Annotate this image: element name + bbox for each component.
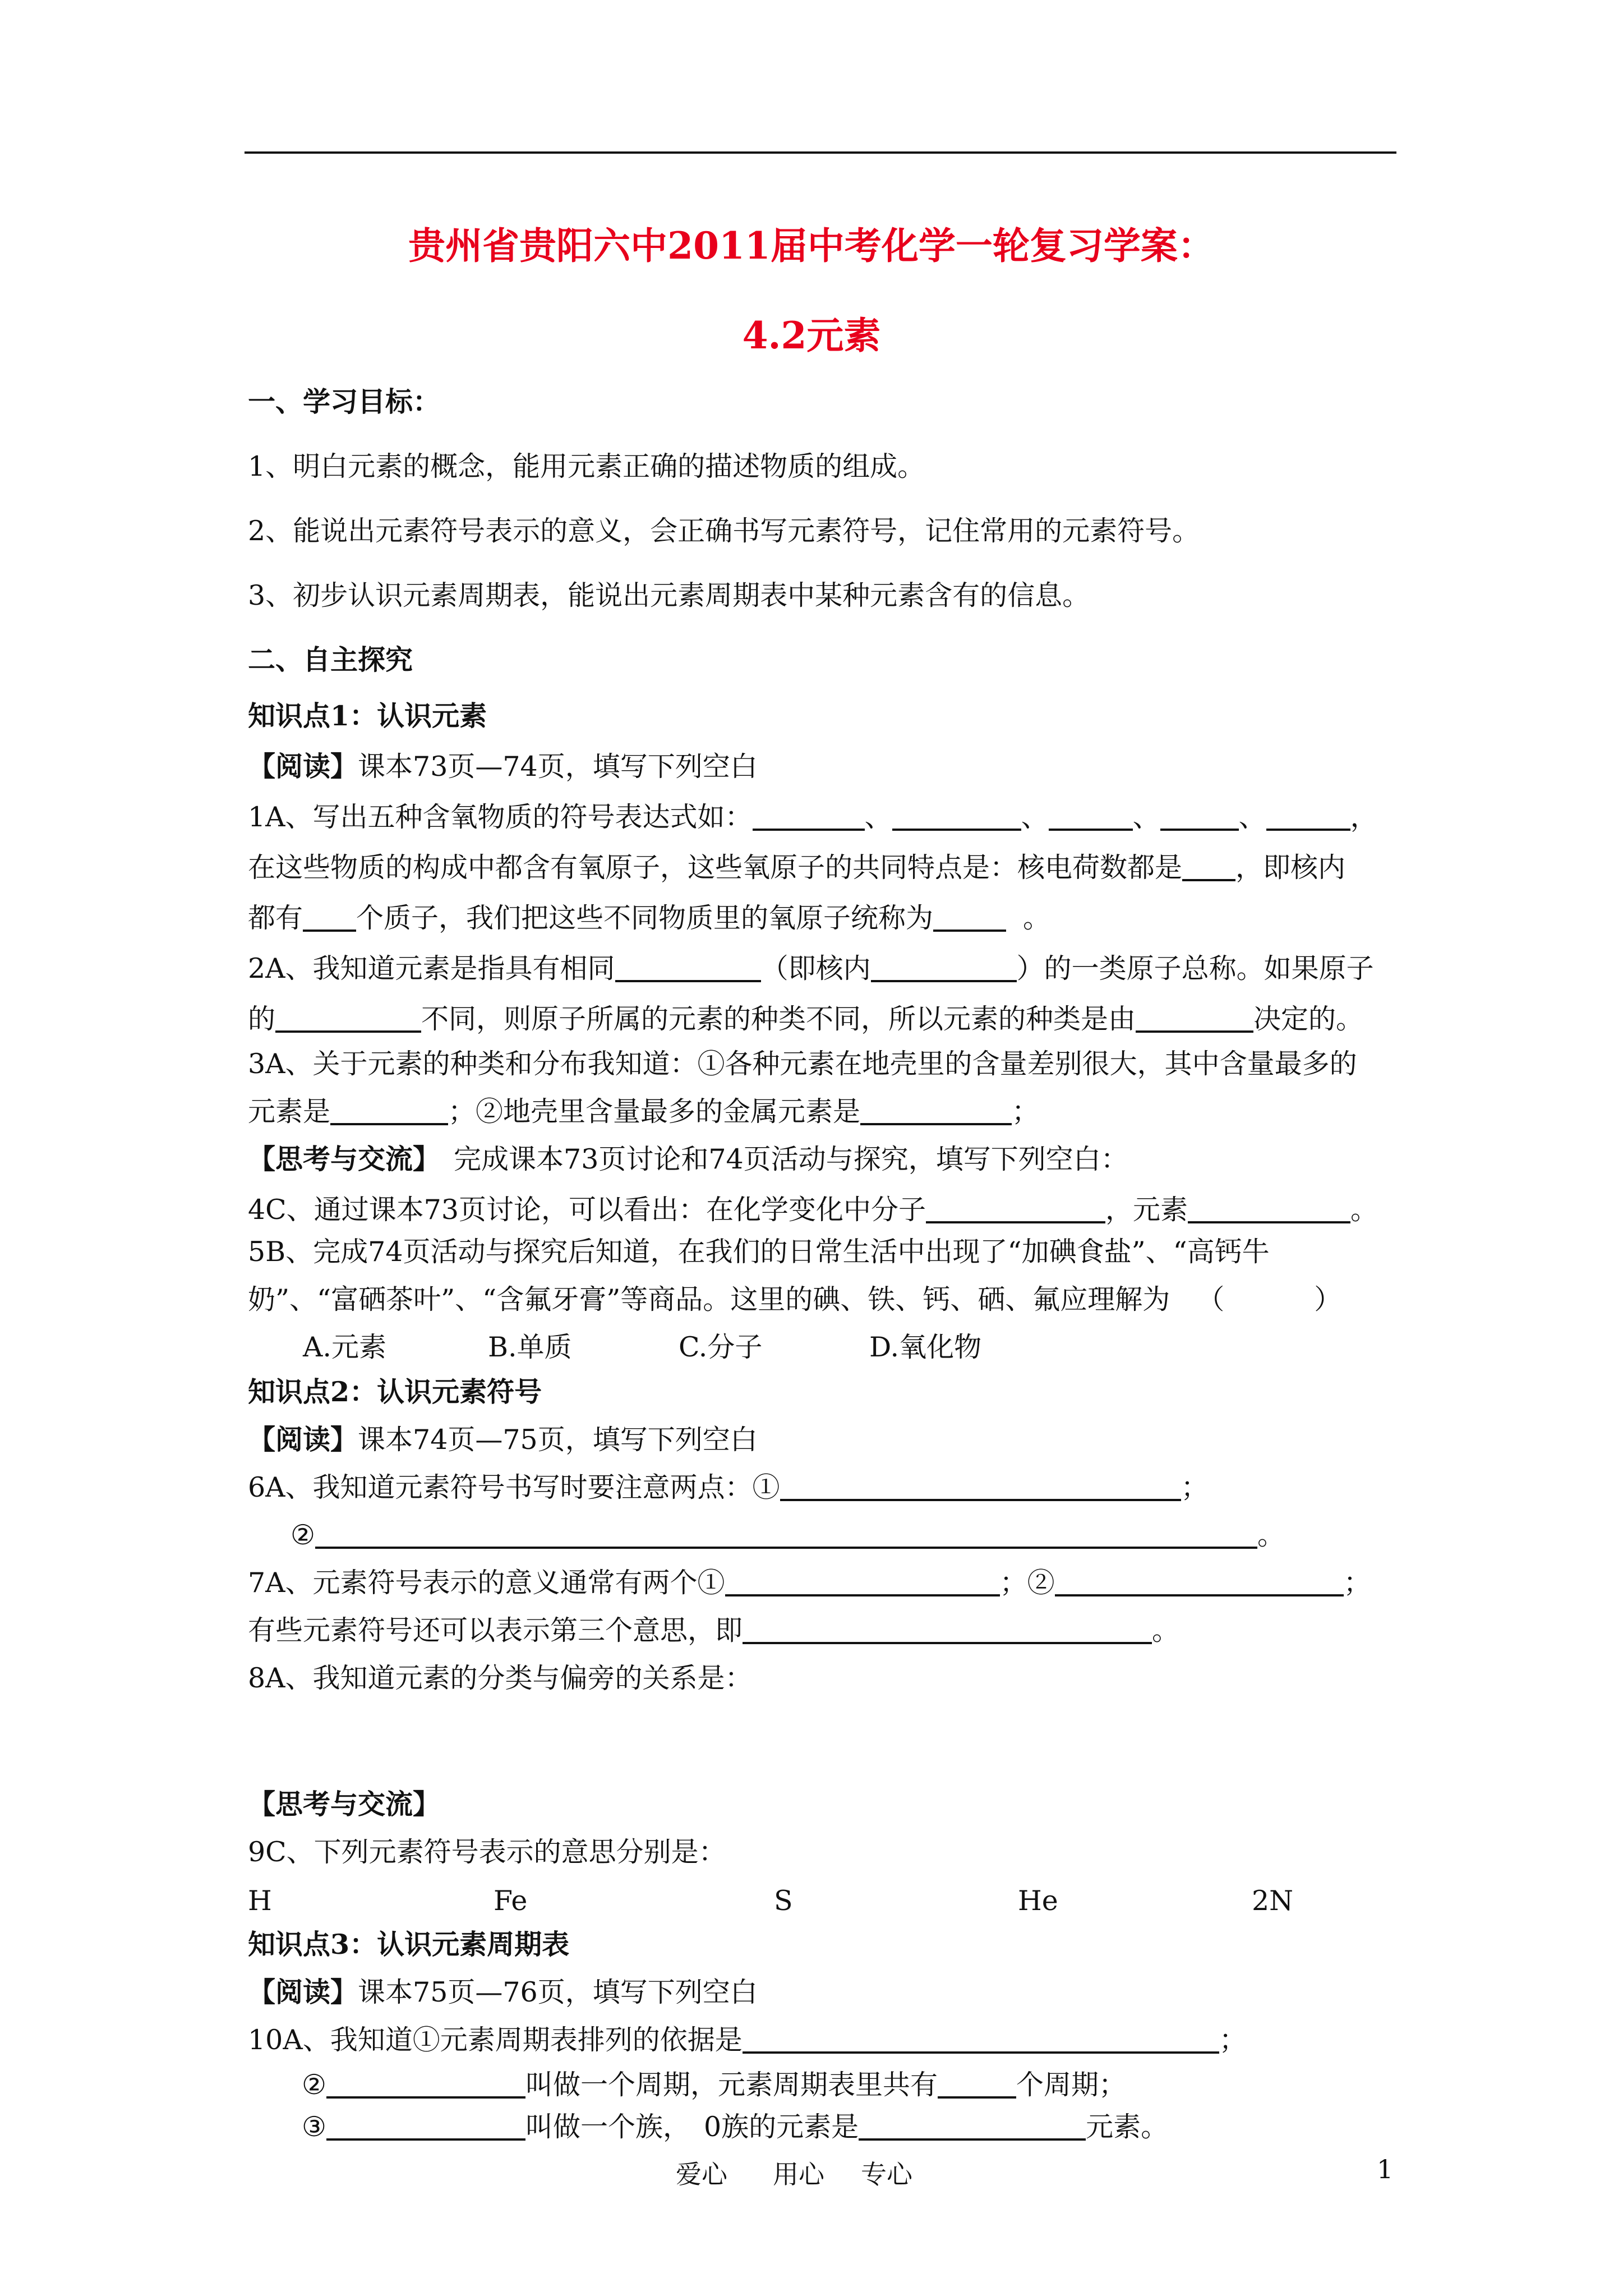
question-3a: 3A、关于元素的种类和分布我知道：①各种元素在地壳里的含量差别很大，其中含量最多的 (248, 1048, 1357, 1080)
answer-blank[interactable] (871, 954, 1017, 982)
answer-blank[interactable] (926, 1195, 1105, 1223)
q10c-text-3: 元素。 (1086, 2111, 1169, 2143)
separator: 、 (864, 801, 892, 833)
knowledge-point-2: 知识点2：认识元素符号 (248, 1375, 542, 1408)
separator: 、 (1021, 801, 1049, 833)
period: 。 (1152, 1614, 1180, 1646)
footer-slogan-2: 用心 (773, 2159, 824, 2189)
element-symbol-he: He (1018, 1885, 1058, 1917)
answer-blank[interactable] (938, 2070, 1016, 2099)
answer-blank[interactable] (753, 803, 865, 831)
q10c-text: 叫做一个族， (525, 2111, 690, 2143)
doc-title: 贵州省贵阳六中2011届中考化学一轮复习学案： (408, 224, 1215, 268)
question-1b (248, 853, 1345, 883)
element-symbol-s: S (774, 1885, 793, 1917)
answer-blank[interactable] (615, 954, 761, 982)
section-heading-goals: 一、学习目标： (248, 385, 441, 418)
think-discuss-1 (248, 1144, 1128, 1175)
element-symbol-2n: 2N (1252, 1885, 1294, 1917)
answer-blank[interactable] (1055, 1568, 1344, 1596)
q3b-text-2: ；②地壳里含量最多的金属元素是 (448, 1096, 861, 1128)
q2b-text: 的 (248, 1003, 276, 1035)
answer-blank[interactable] (315, 1521, 1257, 1549)
option-b[interactable]: B.单质 (488, 1331, 572, 1363)
q2b-text-3: 决定的。 (1253, 1003, 1364, 1035)
question-8: 8A、我知道元素的分类与偏旁的关系是： (248, 1662, 753, 1694)
option-d[interactable]: D.氧化物 (869, 1331, 982, 1363)
question-10b (302, 2070, 1126, 2100)
q3b-text-3: ； (1012, 1096, 1040, 1128)
question-5-options (303, 1332, 981, 1363)
read-tag: 【阅读】 (248, 1976, 358, 2008)
question-5a: 5B、完成74页活动与探究后知道，在我们的日常生活中出现了“加碘食盐”、“高钙牛 (248, 1236, 1270, 1268)
answer-blank[interactable] (860, 1097, 1012, 1125)
period: 。 (1023, 902, 1051, 934)
q4-text-2: ，元素 (1105, 1194, 1188, 1226)
q1b-text: 在这些物质的构成中都含有氧原子，这些氧原子的共同特点是：核电荷数都是 (248, 852, 1183, 884)
answer-paren-open: （ (1197, 1283, 1225, 1315)
footer-slogan-1: 爱心 (676, 2159, 727, 2189)
comma: ， (1350, 801, 1378, 833)
q10c-text-2: 0族的元素是 (703, 2111, 859, 2143)
answer-blank[interactable] (275, 1005, 421, 1033)
question-2a (248, 954, 1374, 984)
question-3b (248, 1097, 1039, 1127)
answer-blank[interactable] (1049, 803, 1133, 831)
q1c-text: 都有 (248, 902, 303, 934)
question-9: 9C、下列元素符号表示的意思分别是： (248, 1836, 726, 1868)
answer-blank[interactable] (1136, 1005, 1253, 1033)
q1-text: 1A、写出五种含氧物质的符号表达式如： (248, 801, 753, 833)
answer-blank[interactable] (326, 2113, 525, 2141)
question-4 (248, 1195, 1378, 1225)
read-instruction-3 (248, 1977, 758, 2008)
read-instruction-1 (248, 752, 758, 782)
separator: 、 (1132, 801, 1160, 833)
question-6a (248, 1473, 1209, 1503)
answer-blank[interactable] (1266, 803, 1350, 831)
answer-blank[interactable] (725, 1568, 1000, 1596)
semicolon: ； (1181, 1471, 1209, 1503)
think-tag: 【思考与交流】 (248, 1143, 441, 1175)
goal-2: 2、能说出元素符号表示的意义，会正确书写元素符号，记住常用的元素符号。 (248, 515, 1200, 547)
think-discuss-2: 【思考与交流】 (248, 1788, 441, 1820)
section-heading-explore: 二、自主探究 (248, 643, 413, 676)
goal-3: 3、初步认识元素周期表，能说出元素周期表中某种元素含有的信息。 (248, 579, 1090, 611)
header-rule (245, 151, 1396, 154)
option-c[interactable]: C.分子 (679, 1331, 763, 1363)
question-5b (248, 1285, 1341, 1315)
footer-slogan-3: 专心 (861, 2159, 912, 2189)
period: 。 (1257, 1519, 1285, 1551)
q2a-text: 2A、我知道元素是指具有相同 (248, 953, 615, 984)
read-text: 课本73页—74页，填写下列空白 (358, 751, 758, 783)
answer-blank[interactable] (330, 1097, 448, 1125)
answer-blank[interactable] (303, 904, 356, 932)
answer-blank[interactable] (743, 2026, 1219, 2054)
question-10a (248, 2025, 1247, 2055)
q3b-text: 元素是 (248, 1096, 331, 1128)
q6a-text: 6A、我知道元素符号书写时要注意两点：① (248, 1471, 780, 1503)
answer-blank[interactable] (933, 904, 1006, 932)
answer-blank[interactable] (326, 2070, 525, 2099)
question-10c (302, 2112, 1168, 2142)
answer-blank[interactable] (1160, 803, 1239, 831)
question-2b (248, 1004, 1363, 1034)
knowledge-point-3: 知识点3：认识元素周期表 (248, 1928, 570, 1961)
q7b-text: 有些元素符号还可以表示第三个意思，即 (248, 1614, 743, 1646)
q6b-marker: ② (291, 1519, 315, 1551)
answer-blank[interactable] (1188, 1195, 1350, 1223)
q10c-marker: ③ (302, 2111, 326, 2143)
question-7a (248, 1568, 1371, 1598)
read-text: 课本74页—75页，填写下列空白 (358, 1424, 758, 1456)
q7a-text-2: ；② (999, 1567, 1055, 1599)
q10b-text-2: 个周期； (1016, 2069, 1126, 2101)
separator: 、 (1238, 801, 1266, 833)
answer-blank[interactable] (1182, 853, 1235, 881)
answer-blank[interactable] (892, 803, 1021, 831)
read-instruction-2 (248, 1425, 758, 1455)
q2b-text-2: 不同，则原子所属的元素的种类不同，所以元素的种类是由 (421, 1003, 1136, 1035)
question-7b (248, 1616, 1179, 1646)
question-1a (248, 802, 1378, 832)
q5b-text: 奶”、“富硒茶叶”、“含氟牙膏”等商品。这里的碘、铁、钙、硒、氟应理解为 (248, 1283, 1170, 1315)
element-symbol-fe: Fe (494, 1885, 528, 1917)
read-text: 课本75页—76页，填写下列空白 (358, 1976, 758, 2008)
q10b-text: 叫做一个周期，元素周期表里共有 (525, 2069, 938, 2101)
q2a-text-2: （即核内 (760, 953, 871, 984)
q1b-text-2: ，即核内 (1235, 852, 1346, 884)
answer-blank[interactable] (780, 1473, 1181, 1501)
knowledge-point-1: 知识点1：认识元素 (248, 700, 487, 732)
q2a-text-3: ）的一类原子总称。如果原子 (1016, 953, 1374, 984)
q10b-marker: ② (302, 2069, 326, 2101)
answer-blank[interactable] (743, 1616, 1152, 1644)
page-number: 1 (1377, 2154, 1394, 2184)
question-1c (248, 903, 1050, 933)
doc-subtitle: 4.2元素 (742, 314, 881, 357)
question-6b (291, 1520, 1285, 1550)
q10a-text: 10A、我知道①元素周期表排列的依据是 (248, 2024, 743, 2056)
period: 。 (1350, 1194, 1378, 1226)
read-tag: 【阅读】 (248, 1423, 358, 1456)
option-a[interactable]: A.元素 (303, 1331, 386, 1363)
semicolon: ； (1219, 2024, 1247, 2056)
goal-1: 1、明白元素的概念，能用元素正确的描述物质的组成。 (248, 450, 925, 482)
semicolon: ； (1343, 1567, 1371, 1599)
answer-blank[interactable] (859, 2113, 1086, 2141)
q4-text: 4C、通过课本73页讨论，可以看出：在化学变化中分子 (248, 1194, 926, 1226)
think-text: 完成课本73页讨论和74页活动与探究，填写下列空白： (454, 1143, 1128, 1175)
q1c-text-2: 个质子，我们把这些不同物质里的氧原子统称为 (356, 902, 934, 934)
answer-paren-close: ） (1314, 1283, 1342, 1315)
element-symbol-h: H (248, 1885, 272, 1917)
q7a-text: 7A、元素符号表示的意义通常有两个① (248, 1567, 725, 1599)
read-tag: 【阅读】 (248, 750, 358, 783)
